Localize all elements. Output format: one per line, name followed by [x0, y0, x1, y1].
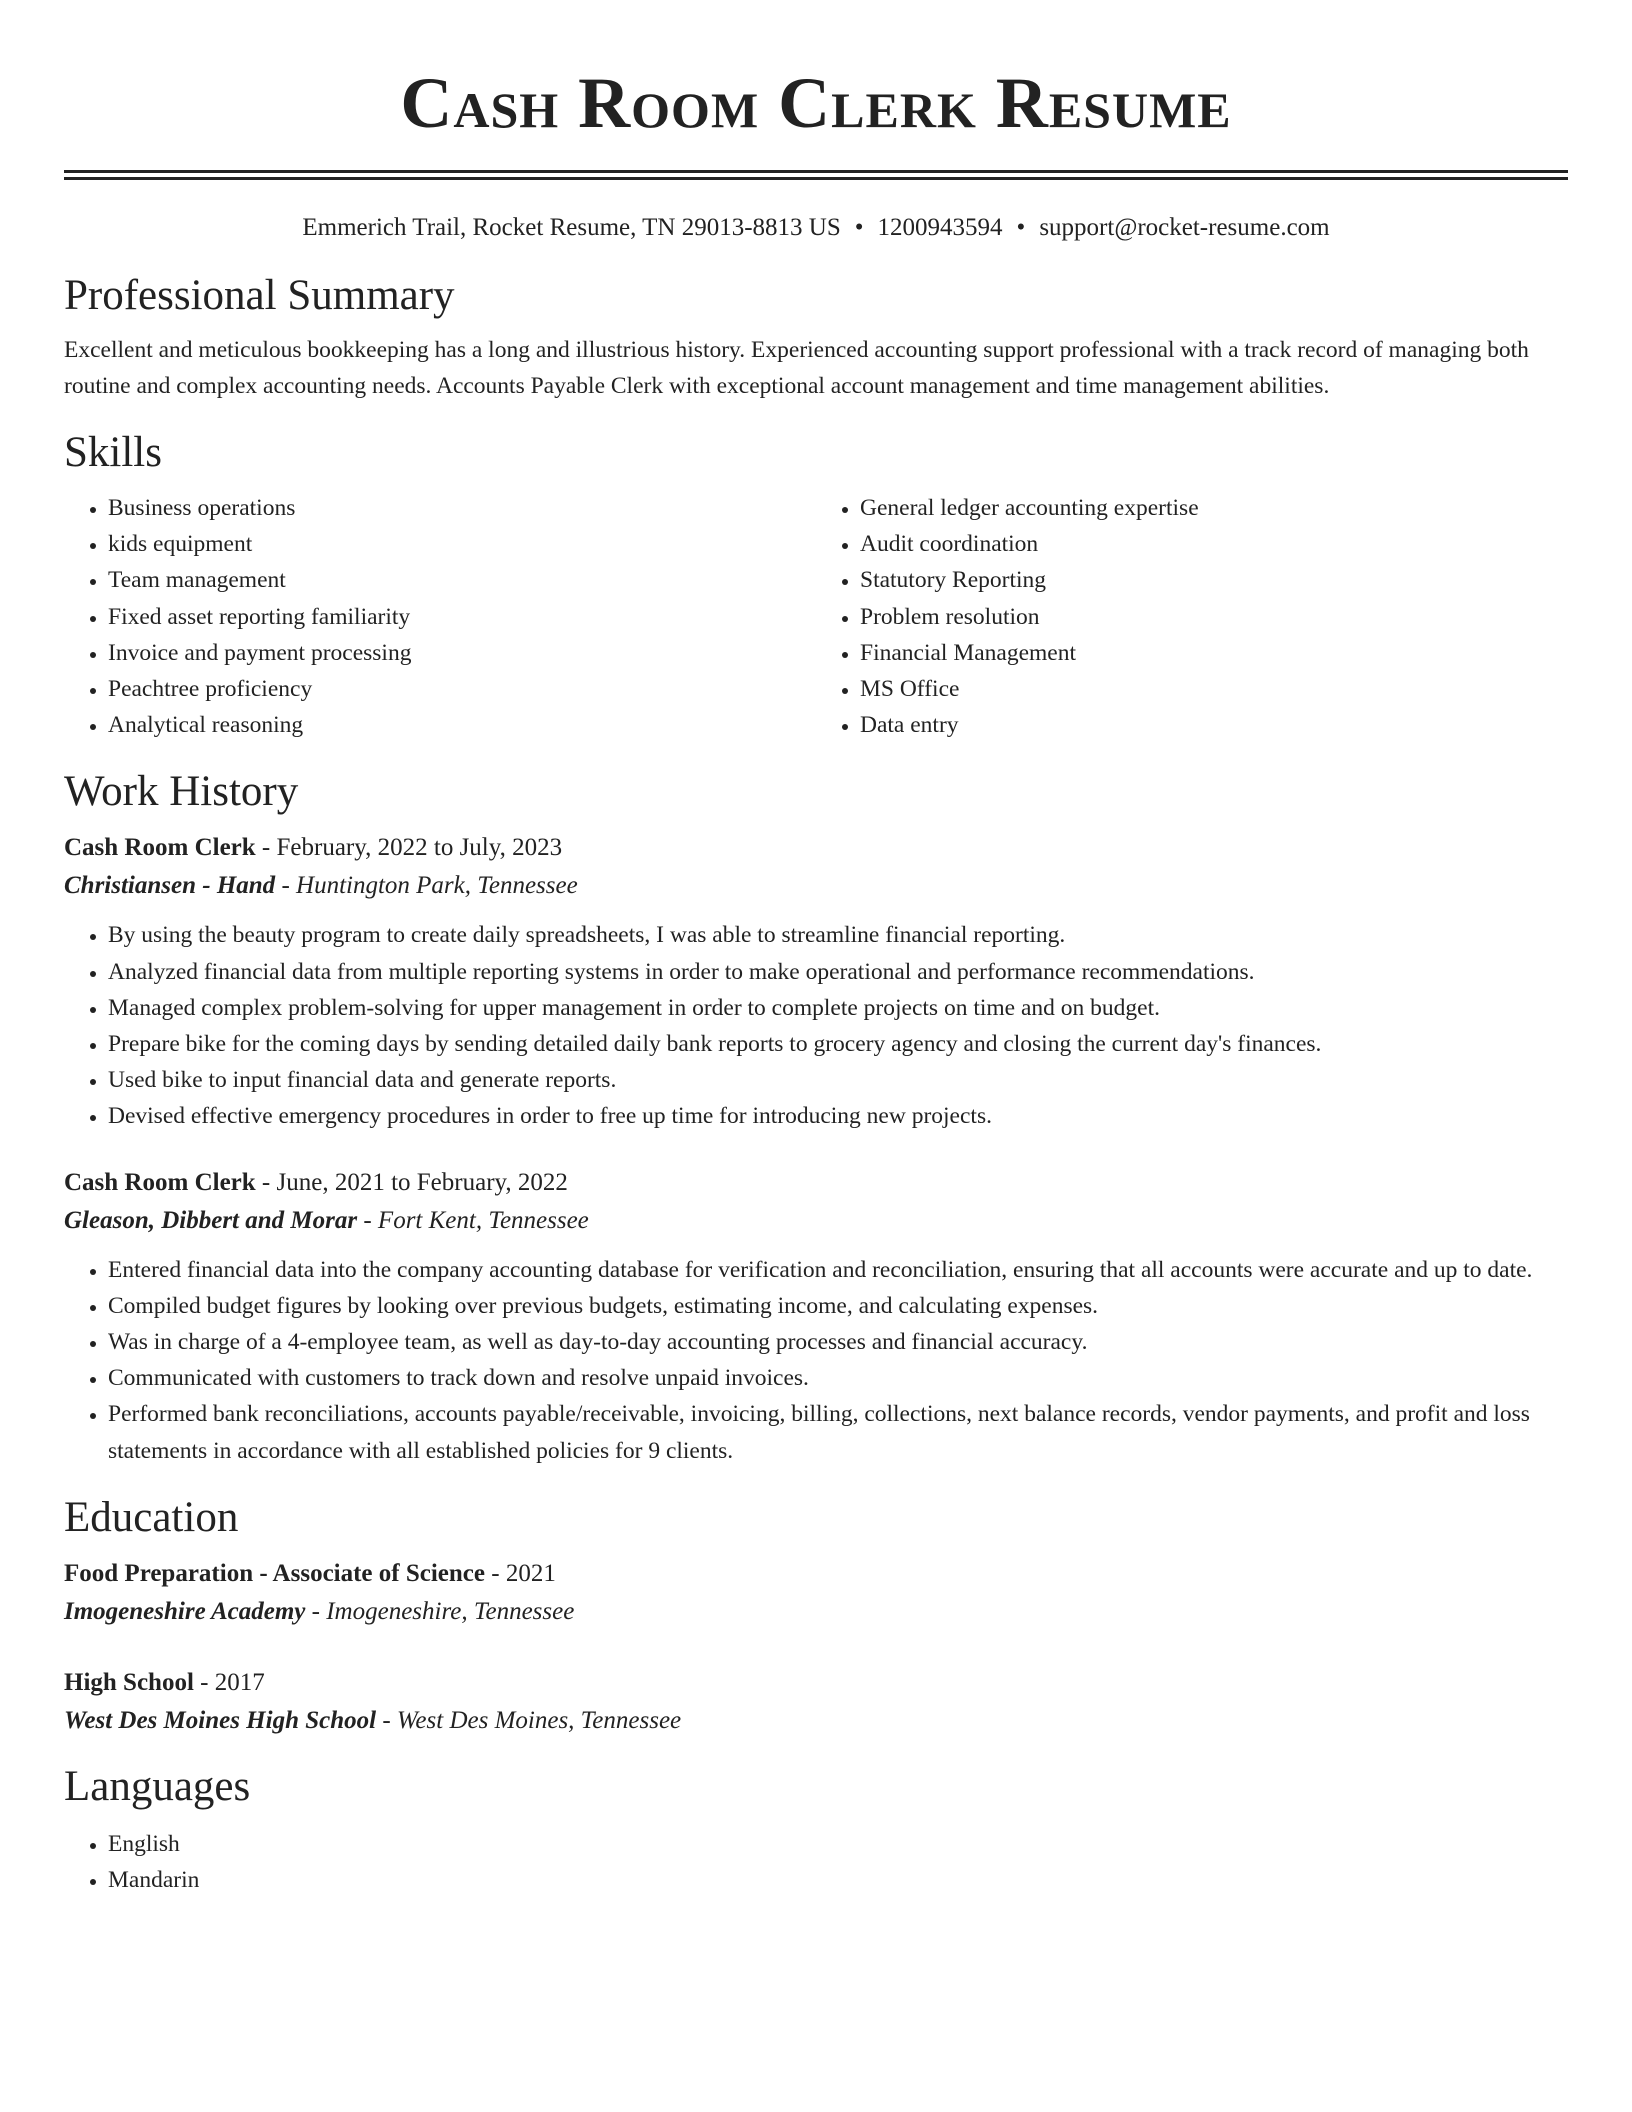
education-school-line	[64, 1702, 1568, 1740]
education-school: West Des Moines High School	[64, 1706, 377, 1734]
contact-line	[64, 212, 1568, 244]
job-title-line	[64, 829, 1568, 867]
job-duty: • Prepare bike for the coming days by sending detailed daily bank reports to grocery agency and closing the current day's finances.	[108, 1026, 1568, 1062]
summary-text: Excellent and meticulous bookkeeping has a long and illustrious history. Experienced accounting support professional with a track record of managing both routine and complex accounting needs. Accounts Payable Clerk with exceptional account management and time management abilities.	[64, 337, 1529, 399]
education-location: - West Des Moines, Tennessee	[376, 1706, 682, 1734]
job-entry	[64, 829, 1568, 1134]
education-school: Imogeneshire Academy	[64, 1597, 306, 1625]
job-title: Cash Room Clerk	[64, 834, 256, 862]
skills-columns	[64, 490, 1568, 743]
education-school-line	[64, 1593, 1568, 1631]
job-entry	[64, 1164, 1568, 1469]
job-company-line	[64, 1202, 1568, 1240]
job-dates: - February, 2022 to July, 2023	[255, 834, 563, 862]
contact-separator: •	[1016, 214, 1026, 241]
skill-item: • Financial Management	[860, 635, 1568, 671]
job-title-line	[64, 1164, 1568, 1202]
contact-separator: •	[854, 214, 864, 241]
skills-list-right	[816, 490, 1568, 743]
education-degree: Food Preparation - Associate of Science	[64, 1559, 485, 1587]
skill-item: • MS Office	[860, 671, 1568, 707]
job-duty: • Performed bank reconciliations, accounts payable/receivable, invoicing, billing, collections, next balance records, vendor payments, and profit and loss statements in accordance with all established policies for 9 clients.	[108, 1396, 1568, 1468]
summary-heading: Professional Summary	[64, 272, 455, 319]
contact-email: support@rocket-resume.com	[1039, 214, 1330, 241]
skills-list-left	[64, 490, 816, 743]
job-duty: • Communicated with customers to track down and resolve unpaid invoices.	[108, 1360, 1568, 1396]
contact-phone: 1200943594	[877, 214, 1003, 241]
job-dates: - June, 2021 to February, 2022	[255, 1168, 568, 1196]
languages-list	[64, 1826, 1568, 1898]
job-company-line	[64, 867, 1568, 905]
job-duty: • Managed complex problem-solving for upper management in order to complete projects on time and on budget.	[108, 990, 1568, 1026]
skill-item: • Statutory Reporting	[860, 562, 1568, 598]
job-company: Christiansen - Hand	[64, 872, 276, 900]
skill-item: • Fixed asset reporting familiarity	[108, 599, 816, 635]
education-entry	[64, 1555, 1568, 1631]
title-divider	[64, 170, 1568, 180]
skill-item: • Analytical reasoning	[108, 707, 816, 743]
job-duty: • By using the beauty program to create daily spreadsheets, I was able to streamline financial reporting.	[108, 917, 1568, 953]
languages-heading: Languages	[64, 1762, 251, 1810]
job-duty: • Analyzed financial data from multiple reporting systems in order to make operational and performance recommendations.	[108, 954, 1568, 990]
job-duty: • Compiled budget figures by looking over previous budgets, estimating income, and calculating expenses.	[108, 1288, 1568, 1324]
skill-item: • Team management	[108, 562, 816, 598]
skills-heading: Skills	[64, 429, 162, 476]
language-item: • English	[108, 1826, 1568, 1862]
work-heading: Work History	[64, 768, 299, 816]
skill-item: • kids equipment	[108, 526, 816, 562]
skill-item: • Audit coordination	[860, 526, 1568, 562]
education-heading: Education	[64, 1493, 239, 1541]
resume-title: Cash Room Clerk Resume	[400, 63, 1232, 143]
skill-item: • Peachtree proficiency	[108, 671, 816, 707]
skill-item: • General ledger accounting expertise	[860, 490, 1568, 526]
language-item: • Mandarin	[108, 1862, 1568, 1898]
job-company: Gleason, Dibbert and Morar	[64, 1206, 358, 1234]
education-degree-line	[64, 1555, 1568, 1593]
skill-item: • Business operations	[108, 490, 816, 526]
skill-item: • Data entry	[860, 707, 1568, 743]
job-duty: • Was in charge of a 4-employee team, as well as day-to-day accounting processes and financial accuracy.	[108, 1324, 1568, 1360]
education-entry	[64, 1664, 1568, 1740]
education-degree-line	[64, 1664, 1568, 1702]
job-title: Cash Room Clerk	[64, 1168, 256, 1196]
job-location: - Fort Kent, Tennessee	[357, 1206, 589, 1234]
job-duty: • Used bike to input financial data and generate reports.	[108, 1062, 1568, 1098]
job-duty: • Devised effective emergency procedures in order to free up time for introducing new projects.	[108, 1098, 1568, 1134]
job-location: - Huntington Park, Tennessee	[275, 872, 578, 900]
education-degree: High School	[64, 1668, 194, 1696]
education-year: - 2021	[485, 1559, 556, 1587]
skill-item: • Invoice and payment processing	[108, 635, 816, 671]
job-duties	[64, 1252, 1568, 1469]
education-year: - 2017	[193, 1668, 265, 1696]
education-location: - Imogeneshire, Tennessee	[305, 1597, 575, 1625]
job-duty: • Entered financial data into the company accounting database for verification and reconciliation, ensuring that all accounts were accurate and up to date.	[108, 1252, 1568, 1288]
contact-address: Emmerich Trail, Rocket Resume, TN 29013-8813 US	[302, 214, 841, 241]
skill-item: • Problem resolution	[860, 599, 1568, 635]
job-duties	[64, 917, 1568, 1134]
